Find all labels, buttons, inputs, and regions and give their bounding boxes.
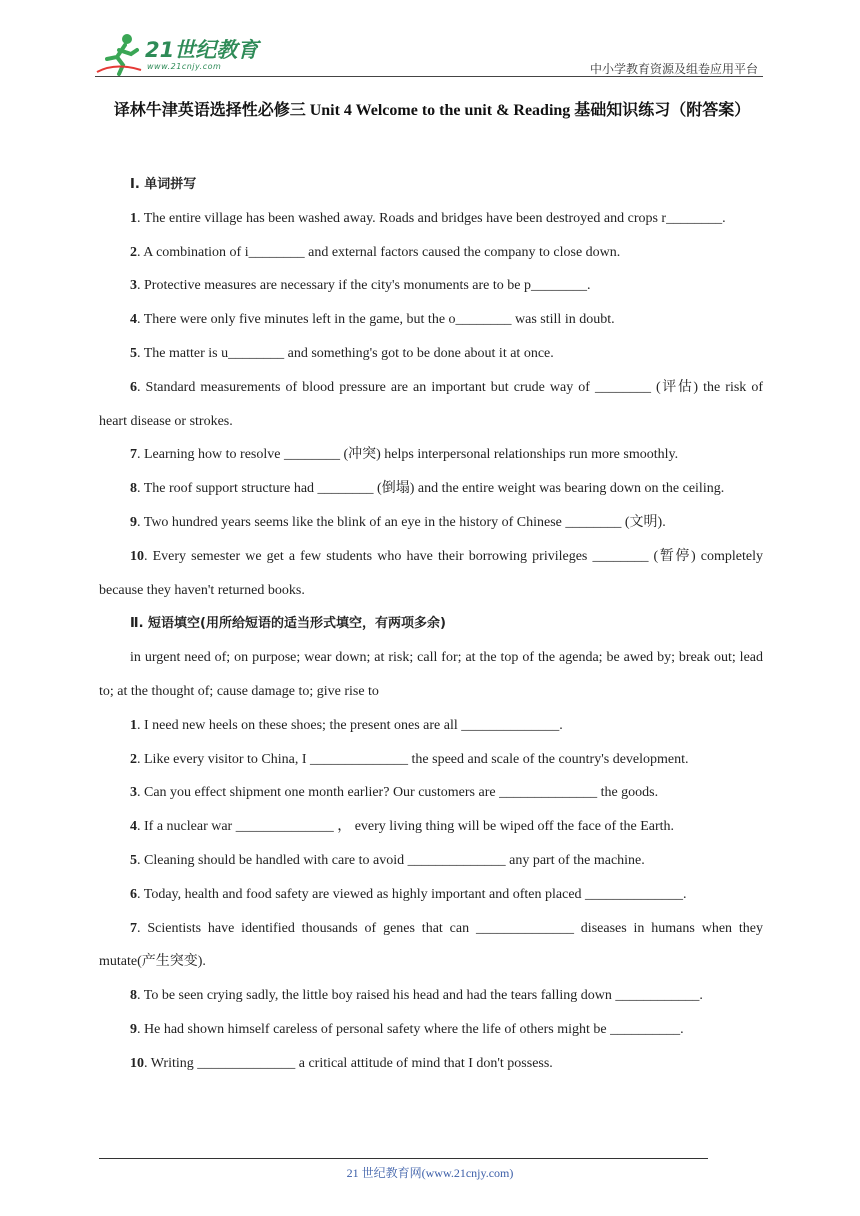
question-text: . A combination of i________ and external factors caused the company to close down.: [137, 244, 621, 260]
question-number: 4: [130, 819, 137, 835]
section-2-items: [99, 709, 763, 1081]
question-number: 1: [130, 717, 137, 733]
question-number: 5: [130, 345, 137, 361]
question-item: [99, 202, 763, 236]
section-1-heading: Ⅰ. 单词拼写: [130, 177, 197, 192]
question-number: 2: [130, 751, 137, 767]
footer-divider: [99, 1158, 708, 1159]
question-text: . Two hundred years seems like the blink of an eye in the history of Chinese ________ (文明).: [137, 514, 666, 530]
question-item: [99, 1047, 763, 1081]
question-number: 5: [130, 852, 137, 868]
logo-text: 21世纪教育: [145, 38, 259, 62]
question-text: . He had shown himself careless of personal safety where the life of others might be __________.: [137, 1021, 684, 1037]
question-item: [99, 472, 763, 506]
question-text: . Writing ______________ a critical attitude of mind that I don't possess.: [144, 1055, 553, 1071]
question-item: [99, 844, 763, 878]
footer-link[interactable]: 21 世纪教育网(www.21cnjy.com): [346, 1166, 514, 1180]
question-number: 9: [130, 1021, 137, 1037]
question-number: 8: [130, 988, 137, 1004]
question-text: . If a nuclear war ______________ ， every living thing will be wiped off the face of the Earth.: [137, 819, 675, 835]
question-text: . Can you effect shipment one month earlier? Our customers are ______________ the goods.: [137, 785, 659, 801]
question-text: . Learning how to resolve ________ (冲突) helps interpersonal relationships run more smoothly.: [137, 447, 679, 463]
question-item: [99, 540, 763, 608]
question-number: 6: [130, 886, 137, 902]
question-text: . Protective measures are necessary if the city's monuments are to be p________.: [137, 278, 591, 294]
question-number: 1: [130, 210, 137, 226]
question-text: . There were only five minutes left in the game, but the o________ was still in doubt.: [137, 312, 615, 328]
question-item: [99, 810, 763, 844]
question-item: [99, 337, 763, 371]
question-item: [99, 506, 763, 540]
question-item: [99, 269, 763, 303]
document-title: 译林牛津英语选择性必修三 Unit 4 Welcome to the unit & Reading 基础知识练习（附答案）: [113, 102, 751, 119]
logo-url: www.21cnjy.com: [147, 62, 222, 71]
question-number: 7: [130, 447, 137, 463]
question-item: [99, 236, 763, 270]
question-text: . Like every visitor to China, I ______________ the speed and scale of the country's development.: [137, 751, 689, 767]
question-number: 4: [130, 312, 137, 328]
document-body: [99, 168, 763, 1081]
question-item: [99, 709, 763, 743]
section-1-items: [99, 202, 763, 608]
question-text: . The roof support structure had ________ (倒塌) and the entire weight was bearing down on the ceiling.: [137, 481, 725, 497]
question-text: . I need new heels on these shoes; the present ones are all ______________.: [137, 717, 563, 733]
platform-name: 中小学教育资源及组卷应用平台: [589, 62, 758, 76]
question-number: 6: [130, 379, 137, 395]
question-number: 8: [130, 481, 137, 497]
runner-icon: [95, 32, 143, 76]
question-number: 3: [130, 278, 137, 294]
question-item: [99, 743, 763, 777]
question-text: . Scientists have identified thousands of genes that can ______________ diseases in humans when they mutate(产生突变).: [99, 920, 763, 970]
question-text: . Standard measurements of blood pressure are an important but crude way of ________ (评估) the risk of heart disease or strokes.: [99, 379, 763, 429]
question-number: 2: [130, 244, 137, 260]
question-text: . The matter is u________ and something's got to be done about it at once.: [137, 345, 554, 361]
question-item: [99, 371, 763, 439]
question-item: [99, 878, 763, 912]
question-item: [99, 912, 763, 980]
phrase-bank: in urgent need of; on purpose; wear down; at risk; call for; at the top of the agenda; be awed by; break out; lead to; at the thought of; cause damage to; give rise to: [99, 650, 763, 699]
question-item: [99, 303, 763, 337]
page-header: [95, 30, 763, 78]
question-text: . Cleaning should be handled with care to avoid ______________ any part of the machine.: [137, 852, 645, 868]
question-text: . To be seen crying sadly, the little boy raised his head and had the tears falling down ____________.: [137, 988, 703, 1004]
question-text: . Every semester we get a few students who have their borrowing privileges ________ (暂停) completely because they haven't returned books.: [99, 548, 763, 598]
question-text: . Today, health and food safety are viewed as highly important and often placed ______________.: [137, 886, 687, 902]
header-divider: [95, 76, 763, 77]
question-number: 3: [130, 785, 137, 801]
question-item: [99, 979, 763, 1013]
site-logo[interactable]: [95, 32, 265, 76]
question-number: 10: [130, 548, 144, 564]
question-number: 10: [130, 1055, 144, 1071]
question-number: 7: [130, 920, 137, 936]
question-item: [99, 776, 763, 810]
section-2-heading: Ⅱ. 短语填空(用所给短语的适当形式填空，有两项多余): [130, 616, 446, 632]
question-text: . The entire village has been washed away. Roads and bridges have been destroyed and crops r________.: [137, 210, 726, 226]
question-item: [99, 1013, 763, 1047]
question-number: 9: [130, 514, 137, 530]
question-item: [99, 438, 763, 472]
